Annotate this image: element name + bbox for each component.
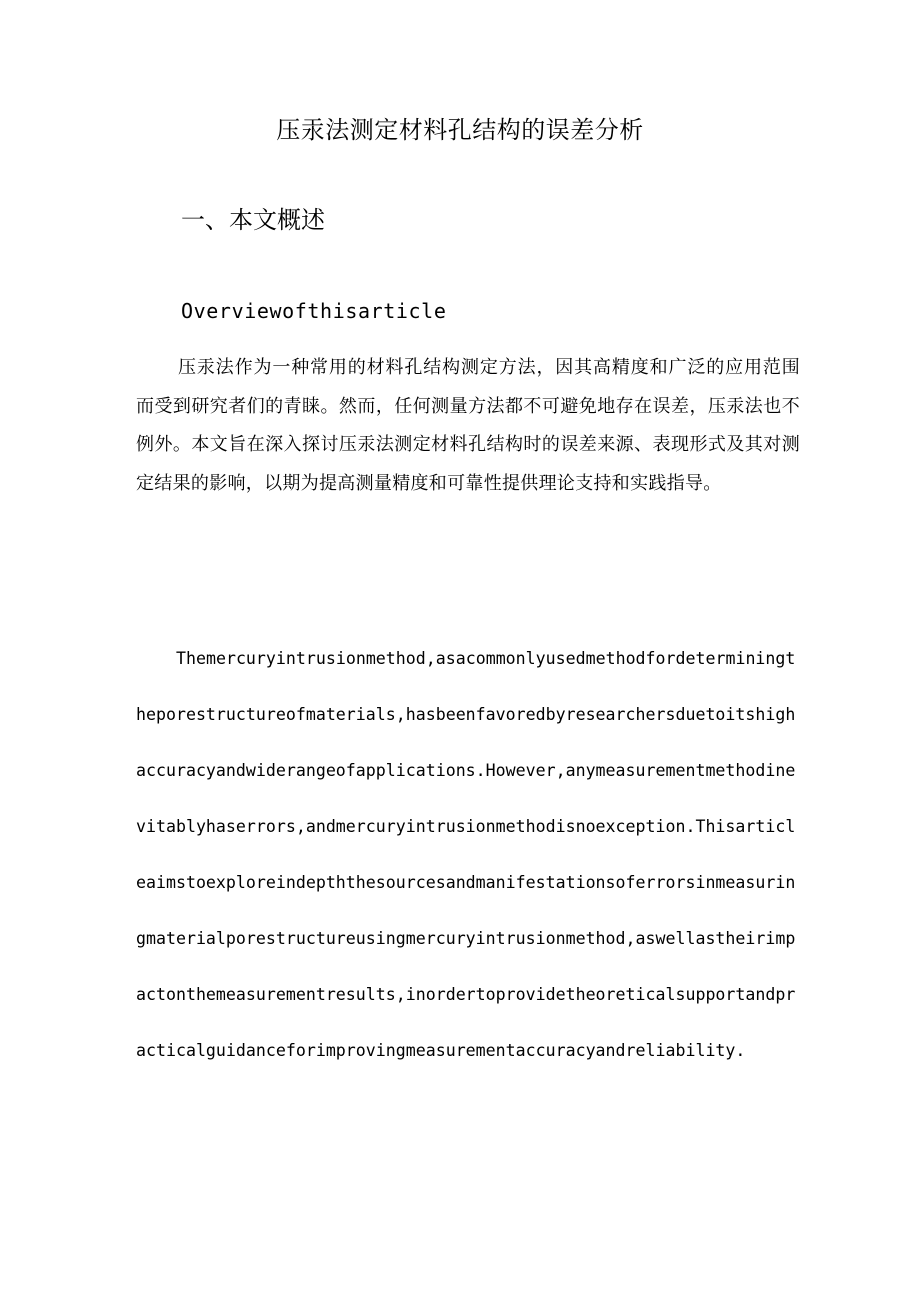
chinese-body-paragraph: 压汞法作为一种常用的材料孔结构测定方法，因其高精度和广泛的应用范围而受到研究者们的青睐。然而，任何测量方法都不可避免地存在误差，压汞法也不例外。本文旨在深入探讨压汞法测定材料孔结构时的误差来源、表现形式及其对测定结果的影响，以期为提高测量精度和可靠性提供理论支持和实践指导。 — [136, 357, 800, 494]
english-section-heading: Overviewofthisarticle — [181, 299, 447, 323]
document-title: 压汞法测定材料孔结构的误差分析 — [276, 116, 644, 144]
english-body-paragraph: Themercuryintrusionmethod,asacommonlyusedmethodfordeterminingtheporestructureofmaterials,hasbeenfavoredbyresearchersduetoitshighaccuracyandwiderangeofapplications.However,anymeasurementmethodinevitablyhaserrors,andmercuryintrusionmethodisnoexception.Thisarticleaimstoexploreindepththesourcesandmanifestationsoferrorsinmeasuringmaterialporestructureusingmercuryintrusionmethod,aswellastheirimpactonthemeasurementresults,inordertoprovidetheoreticalsupportandpracticalguidanceforimprovingmeasurementaccuracyandreliability. — [136, 649, 796, 1060]
section-heading: 一、本文概述 — [181, 206, 325, 234]
